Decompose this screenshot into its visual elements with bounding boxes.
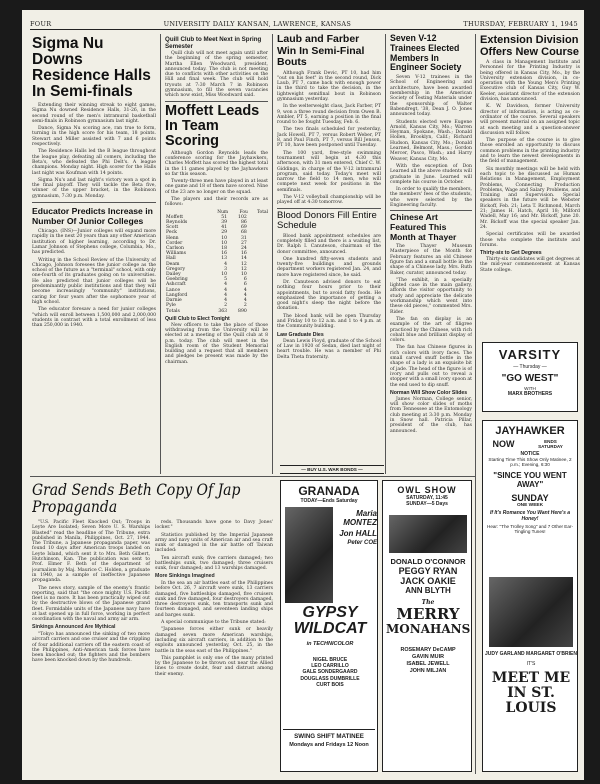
paragraph: Although Frank Devic, PT 10, had him "out on his feet" in the second round, Dick Laub, PT 7, came back with enough power in the third to take the decision, in the lightweight semifinal bout in Robinson gymnasium yesterday. [277,70,381,102]
cast-name: GAVIN MUIR [412,654,444,660]
column-3 [277,34,381,474]
column-4 [390,34,472,474]
paragraph: reds. Thousands have gone to Davy Jones' locker." [155,520,273,531]
grad-column-1 [32,520,150,679]
quill-elect-article [165,323,268,365]
score-cell: 6 [243,277,247,283]
jayhawker-feature: "SINCE YOU WENT AWAY" [493,471,567,489]
blood-article [277,234,381,330]
column-header: Total [256,209,268,215]
quill-headline: Quill Club to Meet Next in Spring Semester [165,36,262,50]
score-cell: 12 [240,266,247,272]
scoring-table [165,210,268,314]
paper-title: UNIVERSITY DAILY KANSAN, LAWRENCE, KANSAS [163,20,352,28]
quill-elect-heading: Quill Club to Elect Tonight [165,315,230,322]
granada-ends: TODAY—Ends Saturday [300,498,358,504]
paragraph: In order to qualify the members, the members' fees of the students, who were selected by the Engineering faculty. [390,187,472,209]
score-cell: 13 [221,256,228,262]
paragraph: The fan has Chinese figures in rich colors with ivory faces. The small carved snuff bottle in the shape of a lady is an exquisite bit of jade. The head of the figure is of ivory and pulls out to reveal a stopper with a small ivory spoon at the end used to dip snuff. [390,345,472,388]
score-cell: 102 [238,214,247,220]
educator-article [32,229,156,328]
paragraph: Although Gordon Reynolds leads the conference scoring for the Jayhawkers, Charles Moffett has scored the highest total in the 11 games played by the Jayhawkers so far this season. [165,150,268,177]
matinee-box [283,729,375,748]
paragraph: James Norman, College senior, will show color slides of moths from Tennessee at the Entomology club meeting at 3:30 p.m. Monday in Snow hall. Patricia Pillar, president of the club, has announced. [390,396,472,434]
extension-headline: Extension Division Offers New Course [480,34,580,58]
varsity-ad [482,342,578,412]
masthead [30,16,578,30]
jayhawker-title: JAYHAWKER [495,425,565,437]
grad-headline: Grad Sends Beth Copy Of Jap Propaganda [32,481,241,516]
matinee-title: SWING SHIFT MATINEE [294,733,364,740]
film-article: The [421,599,435,606]
score-cell: 2 [243,303,247,309]
varsity-day: — Thursday — [513,364,547,370]
laub-headline: Laub and Farber Win In Semi-Final Bouts [277,34,365,68]
player-name: Pyle [166,303,176,309]
film-word: MERRY [396,605,460,623]
paragraph: Six monthly meetings will be held with each topic to be discussed as Human Relations in Management, Employment Problems, Connecting Production Problems, Wage and Salary Problems, and Training and Supervision. Special speakers in the future will be Webster Bickoff, Feb. 21; Leta T. Richmond, March 21; James H. Hatch, April 18; Milford Wadell, May 16; and Mr. Bickoff, June 20. Mr. Bickoff was the special speaker Jan. 24. [480,166,580,230]
paragraph: In the welterweight class, Jack Farber, PT 9, won a three round decision from Owen B. Ambler, PT 5, earning a position in the final round to be fought Tuesday, Feb. 6. [277,104,381,126]
score-cell: 29 [221,230,228,236]
cast-name: DOUGLASS DUMBRILLE [300,675,360,682]
varsity-title: VARSITY [498,347,562,362]
player-name: Darnie [166,298,182,304]
column-rule [475,34,476,774]
sigma-article [32,103,156,199]
owl-title: OWL SHOW [397,485,457,495]
score-cell: 10 [240,272,247,278]
moffett-headline: Moffett Leads In Team Scoring [165,102,260,149]
paragraph: A special communique to the Tribune stated: [161,620,266,626]
star-name: Peter COE [347,540,377,546]
paragraph: "U.S. Pacific Fleet Knocked Out; Troops in Leyte Are Isolated; Seven More U. S. Warships Blasted" read the headline of The Tribune, extra published in Manila, Philippines, Oct. 27, 1944. The Tribune, a Japanese propaganda paper, was found 10 days after American troops landed on Leyte Island, which sent it to Mrs. Beth Gilbert, Hutchinson, Kan. The publication was sent to Prof. Elmer F. Beth of the department of journalism by Maj. Maurice C. Holden, a graduate in 1940, as a sample of ineffective Japanese propaganda. [32,520,150,584]
jayhawker-photo [489,577,573,647]
jayhawker-ad [482,420,578,772]
score-cell: 86 [240,220,247,226]
jayhawker-times: Starting Time This Show Only Matinee, 2 p.m.; Evening, 6:30 [488,457,572,467]
quill-article [165,51,268,99]
paragraph: "Tokyo has announced the sinking of two more aircraft carriers and one cruiser and the crippling of four additional carriers off the eastern coast of the Philippines, Anti-American task forces have been knocked out; the fighters and the bombers have been knocked down by the hundreds. [32,631,150,664]
paragraph: The purpose of the course is to give those enrolled an opportunity to discuss common problems in the printing industry and to learn the newest developments in the field of management. [480,138,580,165]
paragraph: Thirty-six candidates will get degrees at the mid-year commencement at Kansas State college. [480,257,580,273]
score-cell: 4 [224,261,228,267]
film-word: MONAHANS [386,622,471,636]
player-name: Lance [166,287,181,293]
owl-support [386,647,470,675]
star-name: PEGGY RYAN [398,566,458,576]
owl-line2: SUNDAY—5 Days [406,501,448,507]
norman-heading: Norman Will Show Color Slides [390,389,468,396]
sigma-headline: Sigma Nu Downs Residence Halls In Semi-finals [32,35,151,100]
owl-photo [389,515,467,553]
matinee-time: Mondays and Fridays 12 Noon [289,742,369,748]
score-cell: 5 [224,277,228,283]
law-heading: Law Graduate Dies [277,331,324,338]
extension-article [480,60,580,248]
score-cell: 3 [224,266,228,272]
player-name: Goebring [166,277,188,283]
paragraph: Twenty-three men have played in at least one game and 18 of them have scored. Nine of the 23 are no longer on the squad. [165,179,268,195]
paragraph: New officers to take the place of those withdrawing from the University will be elected at a meeting of the Quill club at 8 p.m. today. The club will meet in the English room of the Student Memorial building and a request that all members and pledges be present was made by the chairman. [165,322,268,365]
score-cell: 4 [224,282,228,288]
page-number: FOUR [30,20,52,28]
granada-stars [331,509,377,547]
score-cell: 18 [221,246,228,252]
score-cell: 6 [243,282,247,288]
jayhawker-oneweek: ONE WEEK [516,503,544,508]
score-cell: 10 [221,272,228,278]
score-cell: 68 [240,230,247,236]
grad-section [32,480,276,776]
score-cell: 4 [224,287,228,293]
score-cell: 27 [240,240,247,246]
newspaper-page [22,10,584,780]
subheading: Sinkings Announced Are Mythical [32,623,116,630]
paragraph: The two finals scheduled for yesterday, Jack Howell, PT 7, versus Robert Weber, PT 8, and Paul Finch, PT 7, versus Bill Jenson, PT 10, have been postponed until Tuesday. [277,127,381,149]
thirty-article [480,257,580,273]
score-cell: 14 [240,256,247,262]
granada-color: in TECHNICOLOR [306,641,354,647]
jayhawker-now: NOW [492,439,515,449]
score-cell: 4 [243,292,247,298]
star-name: Maria MONTEZ [343,509,377,527]
score-cell: 31 [240,235,247,241]
player-name: Totals [166,308,180,314]
player-name: Henn [166,235,179,241]
player-name: Corder [166,240,183,246]
jayhawker-sunday: SUNDAY [511,493,549,503]
cast-name: LEO CARRILLO [311,663,349,670]
subheading: More Sinkings Imagined [155,572,215,579]
player-name: Deam [166,261,180,267]
paragraph: Writing in the School Review of the University of Chicago, Johnson foresees the junior college as the school of the future as a "terminal" school, with only one-fourth of its graduates going on to universities. He also predicted that junior colleges will be predominantly public institutions and that they will become increasingly "community" institutions, caring for four years after the sophomore year of high school. [32,257,156,305]
score-cell: 4 [243,287,247,293]
paragraph: A class in Management Institute and Personnel for the Printing Industry is being offered in Kansas City, Mo., by the University extension division, in co-operation with the Young Men's Printing Executive club of Kansas City, Guy W. Keeler, assistant director of the extension division, has announced. [480,60,580,103]
paragraph: Dr. Canuteson advised donors to eat nothing four hours prior to their appointments, but to avoid fatty foods. He emphasized the importance of getting a good night's sleep the night before the donation. [277,280,381,312]
star-name: DONALD O'CONNOR [390,557,466,566]
law-article [277,339,381,360]
paragraph: Dean Lewis Floyd, graduate of the School of Law in 1920 of Sedan, died last night of heart trouble. He was a member of Phi Delta Theta fraternity. [277,338,381,360]
paragraph: Seven V-12 trainees in the School of Engineering and architecture, have been awarded membership in the American Society of Testing Materials under the sponsorship of Walter Babendregt, '38, Dean J. O. Jones announced today. [390,75,472,118]
paragraph: Special certificates will be awarded those who complete the institute and forums. [480,232,580,248]
jayhawker-ends: ENDS SATURDAY [538,439,563,449]
jayhawker-hear: Hear: "The Trolley Song" and 7 Other Ear-Tingling Tunes! [487,524,573,534]
score-cell: 39 [221,220,228,226]
player-name: Hall [166,256,176,262]
paragraph: Ten aircraft sunk; five carriers damaged; two battleships sunk, two damaged; three cruisers sunk, four damaged; and 13 warships damaged. [155,555,273,572]
player-name: Gregory [166,266,186,272]
cast-name: GALE SONDERGAARD [302,669,358,676]
laub-article [277,71,381,206]
column-header: Num [217,209,229,215]
educator-headline: Educator Predicts Increase in Number Of Junior Colleges [32,206,153,227]
paragraph: Blood bank appointment schedules are completely filled and there is a waiting list, Dr. Ralph I. Canuteson, chairman of the donor committee, announced. [277,233,381,255]
paragraph: Extending their winning streak to eight games, Sigma Nu downed Residence Halls, 31-26, in the second round of the men's intramural basketball semi-finals in Robinson gymnasium last night. [32,103,156,124]
player-name: Langford [166,292,188,298]
score-cell: 10 [221,240,228,246]
player-name: Peck [166,230,177,236]
war-bonds-strip: — BUY U.S. WAR BONDS — [280,465,384,474]
score-cell: 12 [240,261,247,267]
paragraph: Quill club will not meet again until after the beginning of the spring semester, Martha Ellen Woodward, president, announced today. The club is not meeting due to conflicts with other activities on the Hill and final week. The club will hold tryouts at 7:30 March 7 in Robinson gymnasium, to fill the seven vacancies which now exist, Miss Woodward said. [165,51,268,99]
player-name: Carlson [166,246,185,252]
score-cell: 51 [221,214,228,220]
paragraph: "Japanese forces either sunk or heavily damaged seven more American warships, including six aircraft carriers, in addition to the exploits announced yesterday, Oct. 25, in the battle in the seas east of the Philippines." [155,627,273,654]
score-cell: 4 [224,298,228,304]
jayhawker-stars: JUDY GARLAND MARGARET O'BRIEN [485,651,577,657]
varsity-feature: "GO WEST" [501,373,559,384]
paragraph: K. W. Davidson, former University director of information, is acting as co-ordinator of the course. Several speakers will present material on an assigned topic at each meeting and a question-answer discussion will follow. [480,104,580,136]
score-cell: 890 [238,308,247,314]
owl-line1: SATURDAY, 11:45 [406,495,448,501]
paragraph: The Thayer Museum Masterpiece of the Month for February features an old Chinese figure fan and a small bottle in the shape of a Chinese lady, Mrs. Ruth Baker, curator, announced today. [390,244,472,276]
cast-name: JOHN MILJAN [409,668,447,674]
granada-ad [280,480,378,772]
cast-name: ROSEMARY DeCAMP [400,647,456,653]
thirty-heading: Thirty-six to Get Degrees [480,250,542,257]
granada-photo [285,507,333,603]
paragraph: The players and their records are as follows: [165,197,268,208]
issue-date: THURSDAY, FEBRUARY 1, 1945 [463,20,578,28]
paragraph: Dance, Sigma Nu scoring ace, ran true to form, turning in the high score for his team, 18 points. Stewart and Miller assisted with 7 and 6 points respectively. [32,126,156,148]
paragraph: "The exhibit, in a specially lighted case in the main gallery, affords the visitor opportunity to study and appreciate the delicate workmanship which went into these old pieces," commented Mrs. Rider. [390,277,472,315]
paragraph: Students elected were Eugene Arnold, Kansas City, Mo.; Warren Heyman, Spokane, Wash.; Donald Hollen, Brooklyn, Calif.; Richard Hudson, Kansas City, Mo.; Donald Learned, Belmont, Mass.; Gordon Mercer, Pasco, Wash.; and Harry Weaver, Kansas City, Mo. [390,119,472,162]
jayhawker-notice: NOTICE [520,451,540,457]
player-name: Reynolds [166,220,188,226]
paragraph: The V-12 volleyball championship will be played off at 4:30 tomorrow. [277,195,381,206]
horizontal-rule [30,476,475,477]
chinese-article [390,244,472,388]
paragraph: With the exception of Don Learned all the above students will graduate in June. Learned will complete his course in October. [390,163,472,185]
column-rule [385,34,386,474]
player-name: Scott [166,225,179,231]
player-name: Moffett [166,214,184,220]
score-cell: 363 [218,308,228,314]
cast-name: CURT BOIS [316,681,344,688]
score-cell: 16 [240,251,247,257]
column-rule [272,34,273,474]
granada-title: GRANADA [298,484,360,498]
paragraph: Chicago. (INS)—Junior colleges will expand more rapidly in the next 20 years than any other American institution of higher learning, according to Dr. Lamar Johnson of Stephens college, Columbia, Mo., has predicted. [32,229,156,256]
paragraph: Statistics published by the Imperial Japanese army and navy units of American air and sea craft sunk or damaged in the air battle off Taiwan included: [155,532,273,554]
paragraph: One hundred fifty-seven students and twenty-five buildings and grounds department workers registered Jan. 24, and more have registered since, he said. [277,256,381,278]
chinese-headline: Chinese Art Featured This Month at Thayer [390,212,457,242]
owl-film-title [386,599,470,636]
blood-headline: Blood Donors Fill Entire Schedule [277,209,377,232]
cast-name: ISABEL JEWELL [406,661,450,667]
score-cell: 16 [221,251,228,257]
player-name: Dailey [166,272,181,278]
column-rule [160,34,161,474]
column-5 [480,34,580,354]
varsity-stars: MARX BROTHERS [507,391,553,397]
paragraph: Sigma Nu's and last night's victory won a spot in the final playoff. They will tackle the Beta five, winner of the upper bracket, in the Robinson gymnasium, 7:30 p.m. Monday. [32,177,156,199]
paragraph: In the sea an air battles east of the Philippines before Oct. 26, 7 aircraft were sunk, 13 carriers damaged, five battleships damaged, five cruisers sunk and five damaged, four destroyers damaged, three destroyers sunk, ten transports sunk and fourteen damaged, and seventeen landing ships and barges sunk. [155,580,273,618]
star-name: JACK OAKIE [400,576,456,586]
cast-name: NIGEL BRUCE [312,657,348,663]
owl-stars [386,557,470,595]
score-cell: 69 [240,225,247,231]
paragraph: The fan on display is an example of the art of filigree practiced by the Chinese, with rich cobalt blue and brilliant display of colors. [390,316,472,344]
moffett-article [165,151,268,208]
paragraph: The educator foresaw a need for junior colleges "which will enroll between 1,500,000 and 2,000,000 students in contrast with a total enrollment of less than 250,000 in 1940. [32,307,156,329]
table-row [165,309,268,314]
varsity-with: WITH [524,386,536,391]
norman-article [390,397,472,434]
granada-film-title: GYPSY WILDCAT [293,604,367,637]
seniors-article [390,75,472,208]
column-1 [32,34,156,474]
jayhawker-its: IT'S [526,661,536,667]
paragraph: The 100 yard, free-style swimming tournament will begin at 4:30 this afternoon, with 31 men entered, Chief C. W. Giddings, in charge of the V-12 intramural program, said today. Today's meet will narrow the field to 14 men, who will compete next week for positions in the semifinals. [277,150,381,193]
score-cell: 4 [224,292,228,298]
column-2 [165,34,268,474]
seniors-headline: Seven V-12 Trainees Elected Members In Engineer Society [390,34,462,73]
grad-column-2 [155,520,273,679]
score-cell: 2 [224,303,228,309]
star-name: ANN BLYTH [405,586,451,595]
player-name: Williams [166,251,186,257]
score-cell: 4 [243,298,247,304]
star-name: Jon HALL [339,529,377,538]
score-cell: 24 [240,246,247,252]
jayhawker-film: MEET ME IN ST. LOUIS [491,670,571,716]
score-cell: 10 [221,235,228,241]
paragraph: The blood bank will be open Thursday and Friday 10 to 12 a.m. and 1 to 4 p.m. at the Community building. [277,313,381,330]
paragraph: The news story, sample of the enemy's frantic reporting, said that "the once mighty U.S. Pacific fleet is no more. It has been practically wiped out by the destructive blows of the Japanese grand fleet. Formidable units of the Japanese navy have at last opened up in full force, working in perfect coordination with the naval and army air arm. [32,585,150,623]
granada-cast [287,657,373,688]
paragraph: The Residence Halls led the B league throughout the league play, defeating all comers, including the Beta's, who defeated the Phi Delt's. A league champions. Monday night. High scorer for the Halls last night was Koufman with 14 points. [32,149,156,176]
column-header: Fou [239,209,248,215]
jayhawker-tag: If It's Romance You Want Here's a Honey! [489,510,571,522]
paragraph: This pamphlet is only one of the many printed by the Japanese to be thrown out near the Allied lines to create doubt, fear and distrust among their enemy. [155,655,273,677]
owl-show-ad [382,480,472,772]
score-cell: 41 [221,225,228,231]
player-name: Ashcraft [166,282,186,288]
